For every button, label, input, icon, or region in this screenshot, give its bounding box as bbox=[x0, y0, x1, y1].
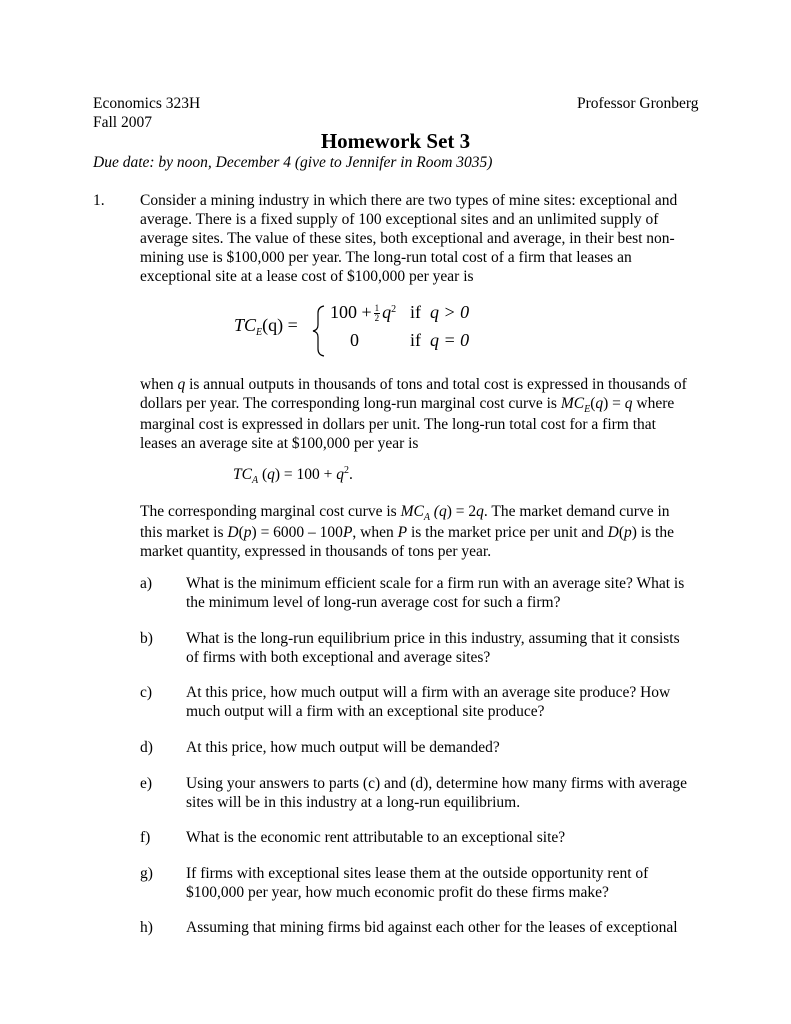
demand-description bbox=[140, 502, 674, 561]
eq1-case1-condition: if q > 0 bbox=[410, 302, 470, 322]
left-brace bbox=[312, 305, 326, 357]
part-d-text: At this price, how much output will be demanded? bbox=[186, 739, 500, 756]
intro-line: mining use is $100,000 per year. The long-run total cost of a firm that leases an bbox=[140, 249, 632, 266]
part-label: c) bbox=[140, 684, 153, 701]
part-g-text: If firms with exceptional sites lease them at the outside opportunity rent of $100,000 per year, how much economic profit do these firms make? bbox=[186, 865, 649, 901]
part-label: b) bbox=[140, 630, 153, 647]
part-h-text: Assuming that mining firms bid against each other for the leases of exceptional bbox=[186, 919, 678, 936]
intro-line: average sites. The value of these sites, both exceptional and average, in their best non- bbox=[140, 230, 675, 247]
part-label: g) bbox=[140, 865, 153, 882]
fraction-half: $\frac{1}{2}$ bbox=[374, 303, 380, 324]
term: Fall 2007 bbox=[93, 114, 152, 131]
text-line: when q is annual outputs in thousands of tons and total cost is expressed in thousands of bbox=[140, 376, 687, 393]
part-label: d) bbox=[140, 739, 153, 756]
eq1-case2: 0 bbox=[350, 330, 359, 350]
page-title: Homework Set 3 bbox=[320, 129, 471, 153]
equation-tc-average: $TC_A$ $(q) = 100 + q^2$. bbox=[233, 465, 353, 486]
text-line: this market is D(p) = 6000 – 100P, when P is the market price per unit and D(p) is the bbox=[140, 524, 674, 541]
intro-line: Consider a mining industry in which there are two types of mine sites: exceptional and bbox=[140, 192, 678, 209]
due-date: Due date: by noon, December 4 (give to Jennifer in Room 3035) bbox=[93, 154, 493, 171]
course-name: Economics 323H bbox=[93, 95, 201, 112]
intro-line: exceptional site at a lease cost of $100,000 per year is bbox=[140, 268, 474, 285]
part-c-text: At this price, how much output will a firm with an average site produce? How much output will a firm with an exceptional site produce? bbox=[186, 684, 671, 720]
text-line: leases an average site at $100,000 per year is bbox=[140, 435, 419, 452]
part-label: f) bbox=[140, 829, 151, 846]
eq1-case1: 100 + $\frac{1}{2}$ $q^2$ bbox=[330, 302, 397, 324]
part-label: a) bbox=[140, 575, 153, 592]
problem-intro bbox=[140, 191, 700, 286]
eq1-case2-condition: if q = 0 bbox=[410, 330, 470, 350]
part-a-text: What is the minimum efficient scale for a firm run with an average site? What is the minimum level of long-run average cost for such a firm? bbox=[186, 575, 685, 611]
part-f-text: What is the economic rent attributable to an exceptional site? bbox=[186, 829, 566, 846]
part-e-text: Using your answers to parts (c) and (d), determine how many firms with average sites will be in this industry at a long-run equilibrium. bbox=[186, 775, 688, 811]
problem-number: 1. bbox=[93, 192, 105, 209]
equation-tc-exceptional bbox=[234, 303, 494, 359]
cost-description bbox=[140, 375, 687, 453]
part-label: h) bbox=[140, 919, 153, 936]
eq1-lhs: $TC_E(q)$ = bbox=[234, 315, 298, 338]
text-line: The corresponding marginal cost curve is $MC_A$ (q) = 2q. The market demand curve in bbox=[140, 503, 670, 523]
part-label: e) bbox=[140, 775, 153, 792]
intro-line: average. There is a fixed supply of 100 exceptional sites and an unlimited supply of bbox=[140, 211, 659, 228]
text-line: dollars per year. The corresponding long-run marginal cost curve is $MC_E(q) = q$ where bbox=[140, 395, 675, 415]
instructor: Professor Gronberg bbox=[577, 95, 699, 112]
text-line: market quantity, expressed in thousands of tons per year. bbox=[140, 543, 492, 560]
text-line: marginal cost is expressed in dollars per unit. The long-run total cost for a firm that bbox=[140, 416, 656, 433]
part-b-text: What is the long-run equilibrium price in this industry, assuming that it consists of firms with both exceptional and average sites? bbox=[186, 630, 680, 666]
